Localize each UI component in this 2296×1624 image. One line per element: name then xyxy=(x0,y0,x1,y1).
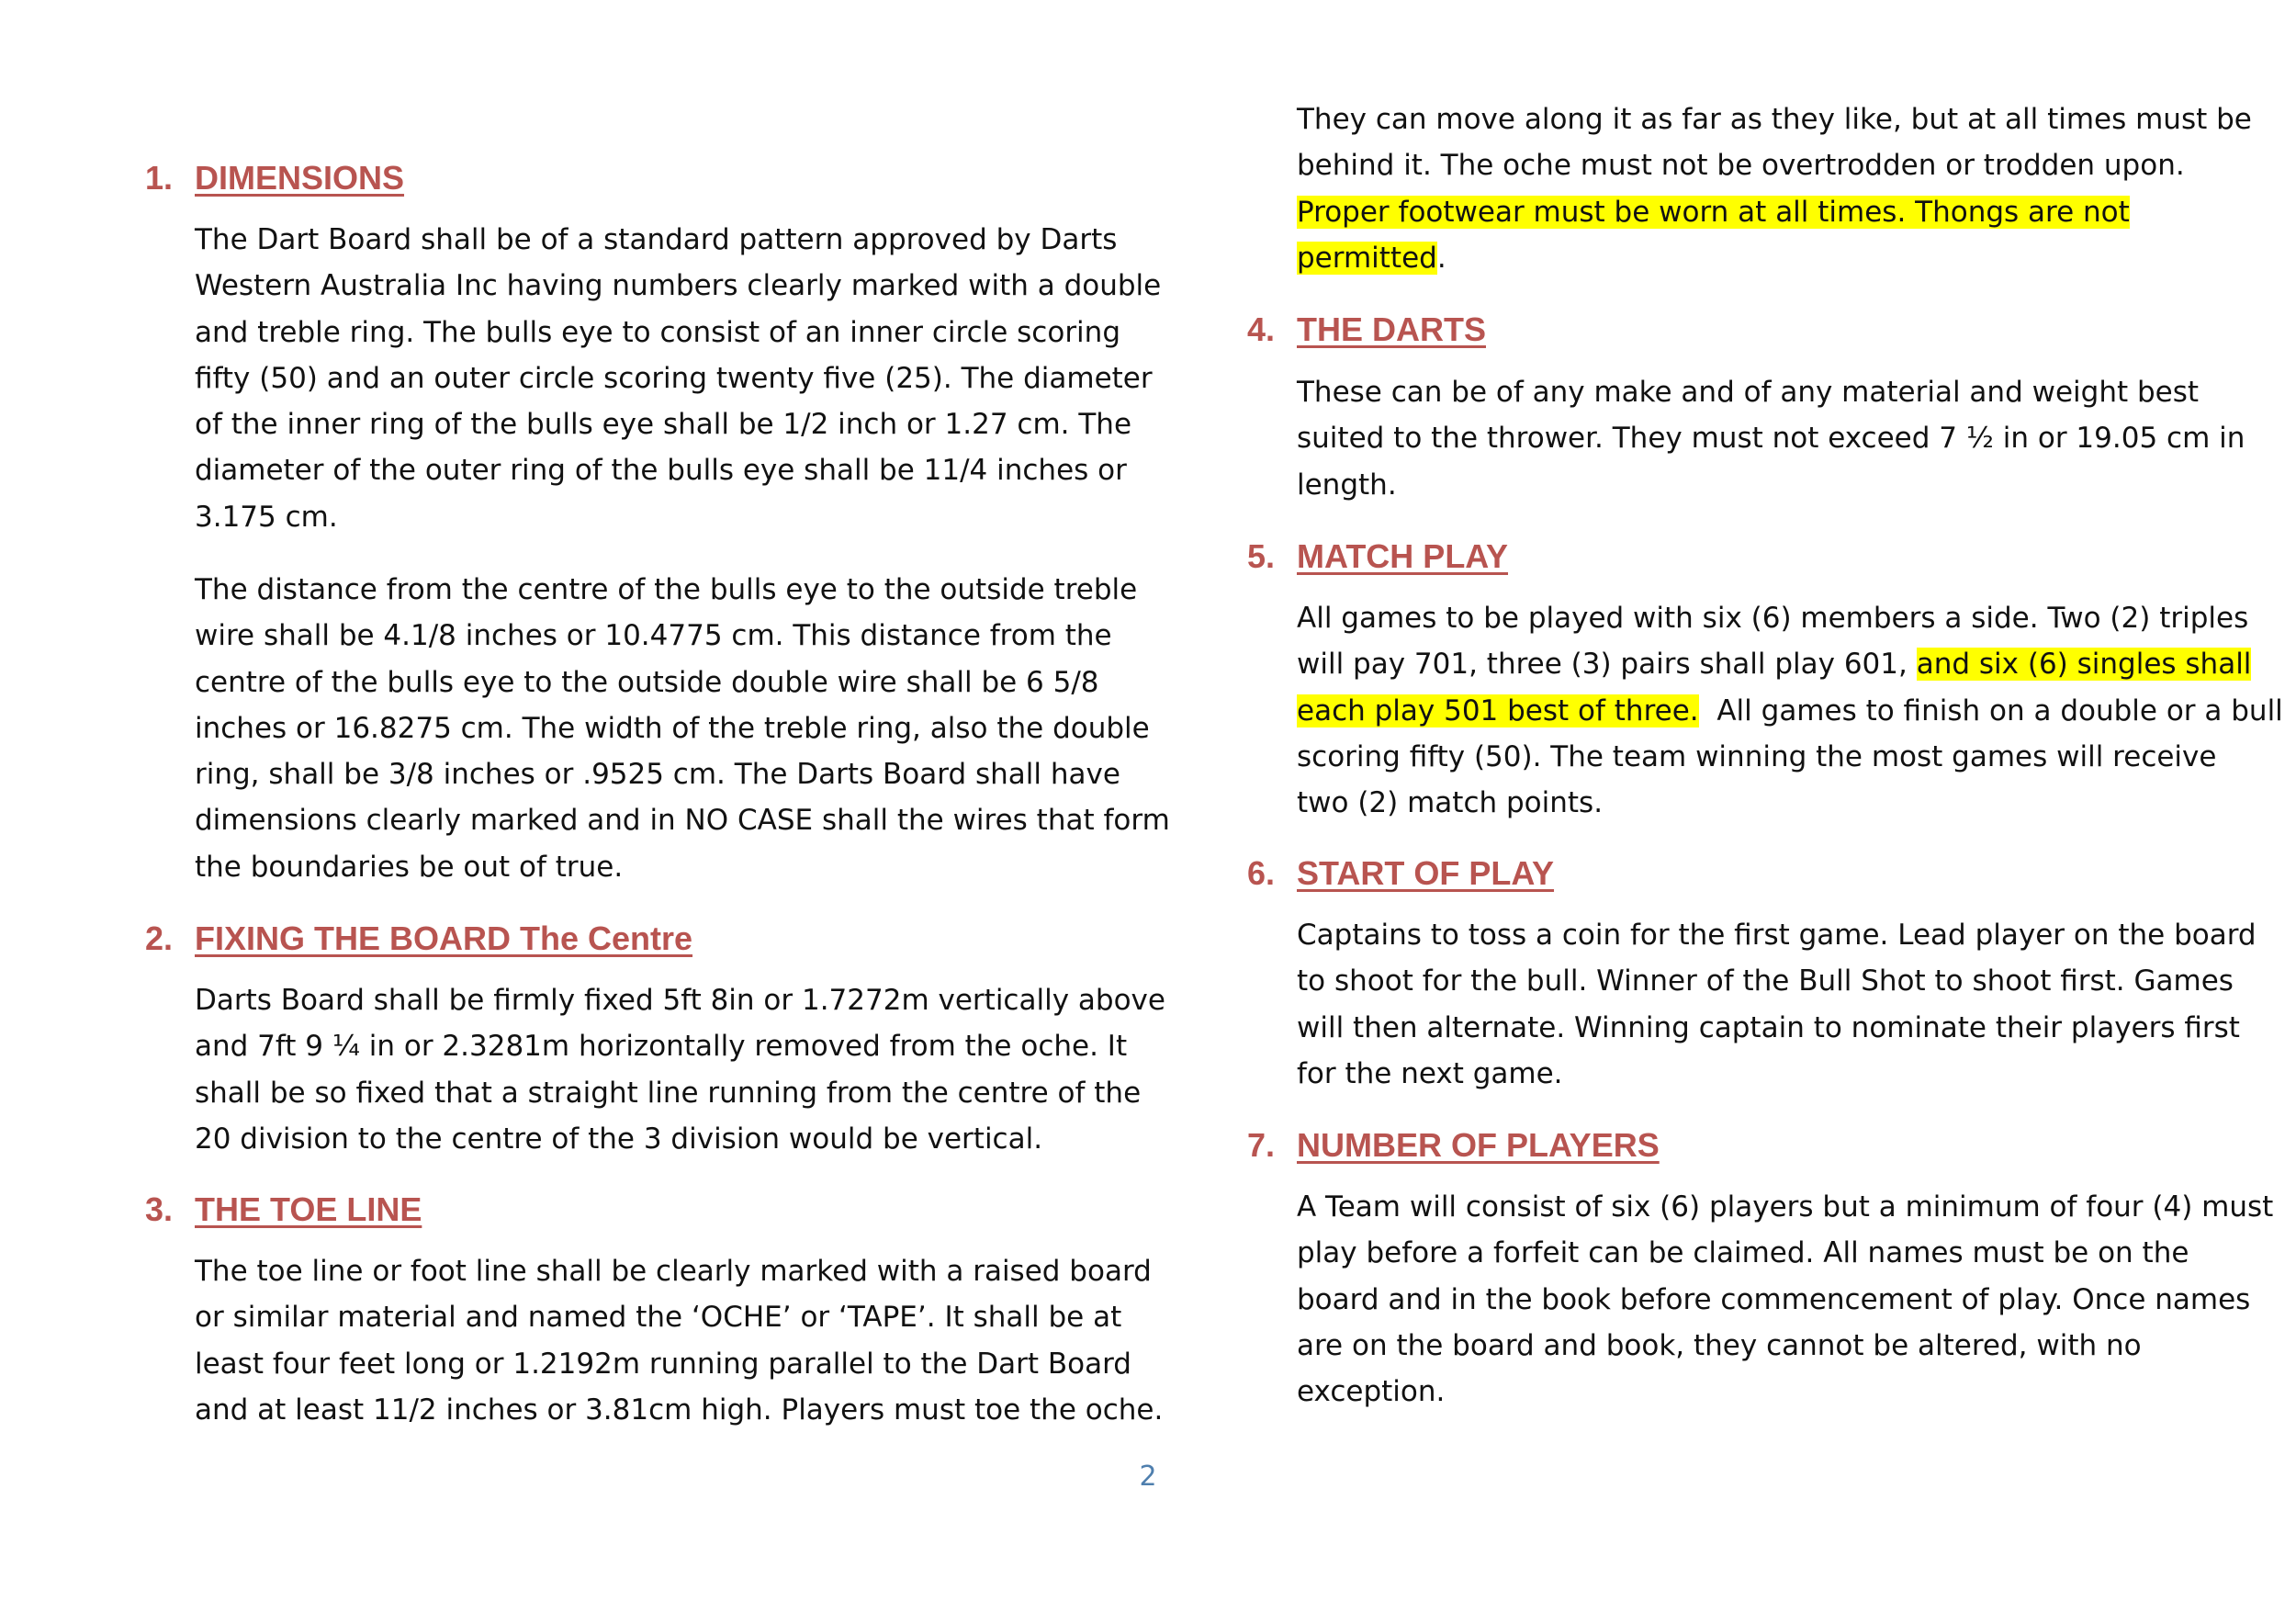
text-line: board and in the book before commencement of play. Once names xyxy=(1297,1282,2251,1316)
dimensions-paragraph-1 xyxy=(195,217,1161,540)
highlighted-text: and six (6) singles shall xyxy=(1916,648,2252,682)
text-line: length. xyxy=(1297,468,1397,502)
match-play-paragraph xyxy=(1297,595,2283,826)
text-line: wire shall be 4.1/8 inches or 10.4775 cm. This distance from the xyxy=(195,619,1112,653)
text-tail: . xyxy=(1436,241,1446,275)
players-paragraph xyxy=(1297,1184,2273,1415)
fixing-paragraph xyxy=(195,977,1165,1162)
section-heading-number-of-players xyxy=(1247,1125,1660,1166)
text-line xyxy=(1297,688,2283,734)
highlighted-text: each play 501 best of three. xyxy=(1297,694,1699,727)
section-title: START OF PLAY xyxy=(1297,854,1555,892)
section-heading-dimensions xyxy=(145,158,404,198)
dimensions-paragraph-2 xyxy=(195,567,1170,890)
text-line: These can be of any make and of any material and weight best xyxy=(1297,376,2200,409)
text-line: least four feet long or 1.2192m running parallel to the Dart Board xyxy=(195,1347,1131,1381)
section-title: MATCH PLAY xyxy=(1297,537,1509,575)
section-number: 5. xyxy=(1247,537,1276,575)
section-number: 3. xyxy=(145,1190,174,1228)
text-line: behind it. The oche must not be overtrodden or trodden upon. xyxy=(1297,149,2185,183)
toe-line-paragraph xyxy=(195,1248,1163,1433)
section-number: 1. xyxy=(145,159,174,197)
text-line: fifty (50) and an outer circle scoring twenty five (25). The diameter xyxy=(195,361,1153,395)
section-title: THE TOE LINE xyxy=(195,1190,422,1228)
text-line: to shoot for the bull. Winner of the Bull Shot to shoot first. Games xyxy=(1297,964,2234,998)
section-number: 6. xyxy=(1247,854,1276,892)
text-line: and at least 11/2 inches or 3.81cm high. Players must toe the oche. xyxy=(195,1393,1164,1427)
text-line: The Dart Board shall be of a standard pattern approved by Darts xyxy=(195,223,1118,256)
section-number: 2. xyxy=(145,919,174,957)
section-heading-toe-line xyxy=(145,1190,422,1230)
text-line: play before a forfeit can be claimed. All names must be on the xyxy=(1297,1236,2189,1270)
text-line: and 7ft 9 ¼ in or 2.3281m horizontally removed from the oche. It xyxy=(195,1030,1128,1064)
text-line: The toe line or foot line shall be clearly marked with a raised board xyxy=(195,1255,1152,1288)
text-line: 3.175 cm. xyxy=(195,500,338,534)
section-number: 7. xyxy=(1247,1126,1276,1164)
section-heading-fixing xyxy=(145,919,692,959)
text-line: dimensions clearly marked and in NO CASE shall the wires that form xyxy=(195,804,1170,838)
toe-line-continued xyxy=(1297,96,2252,281)
text-line: exception. xyxy=(1297,1375,1446,1409)
highlighted-line xyxy=(1297,235,2252,281)
highlighted-line xyxy=(1297,189,2252,235)
text-line: two (2) match points. xyxy=(1297,786,1604,820)
highlighted-text: Proper footwear must be worn at all times. Thongs are not xyxy=(1297,195,2130,229)
text-line: centre of the bulls eye to the outside double wire shall be 6 5/8 xyxy=(195,665,1099,699)
text-line: will then alternate. Winning captain to nominate their players first xyxy=(1297,1010,2240,1044)
text-line: inches or 16.8275 cm. The width of the treble ring, also the double xyxy=(195,711,1150,745)
text-line: A Team will consist of six (6) players but a minimum of four (4) must xyxy=(1297,1190,2274,1224)
text-line: Western Australia Inc having numbers clearly marked with a double xyxy=(195,269,1162,303)
text-line: 20 division to the centre of the 3 division would be vertical. xyxy=(195,1122,1043,1156)
text-line: and treble ring. The bulls eye to consist of an inner circle scoring xyxy=(195,315,1120,349)
text-line: suited to the thrower. They must not exceed 7 ½ in or 19.05 cm in xyxy=(1297,422,2245,456)
text-line: for the next game. xyxy=(1297,1056,1563,1090)
section-title: FIXING THE BOARD The Centre xyxy=(195,919,693,957)
section-heading-start-of-play xyxy=(1247,853,1554,894)
start-of-play-paragraph xyxy=(1297,912,2257,1097)
text-line: or similar material and named the ‘OCHE’ or ‘TAPE’. It shall be at xyxy=(195,1301,1122,1335)
text-line: All games to be played with six (6) members a side. Two (2) triples xyxy=(1297,602,2249,635)
section-title: NUMBER OF PLAYERS xyxy=(1297,1126,1660,1164)
text-line: They can move along it as far as they like, but at all times must be xyxy=(1297,103,2252,136)
text-line: Darts Board shall be firmly fixed 5ft 8in or 1.7272m vertically above xyxy=(195,984,1165,1017)
section-number: 4. xyxy=(1247,310,1276,348)
section-title: THE DARTS xyxy=(1297,310,1486,348)
text-line: The distance from the centre of the bulls eye to the outside treble xyxy=(195,573,1138,606)
section-heading-darts xyxy=(1247,310,1486,350)
text-segment: will pay 701, three (3) pairs shall play 601, xyxy=(1297,648,1917,682)
text-line: scoring fifty (50). The team winning the most games will receive xyxy=(1297,739,2217,773)
text-line: Captains to toss a coin for the first game. Lead player on the board xyxy=(1297,919,2257,952)
text-line: the boundaries be out of true. xyxy=(195,850,624,884)
section-heading-match-play xyxy=(1247,536,1508,577)
text-line xyxy=(1297,641,2283,687)
section-title: DIMENSIONS xyxy=(195,159,405,197)
text-line: diameter of the outer ring of the bulls eye shall be 11/4 inches or xyxy=(195,454,1127,488)
text-line: shall be so fixed that a straight line running from the centre of the xyxy=(195,1076,1142,1110)
text-line: of the inner ring of the bulls eye shall be 1/2 inch or 1.27 cm. The xyxy=(195,408,1132,442)
page-number: 2 xyxy=(1139,1460,1157,1493)
text-line: ring, shall be 3/8 inches or .9525 cm. The Darts Board shall have xyxy=(195,758,1120,792)
highlighted-text: permitted xyxy=(1297,241,1437,275)
darts-paragraph xyxy=(1297,369,2245,508)
text-line: are on the board and book, they cannot be altered, with no xyxy=(1297,1328,2142,1362)
text-segment: All games to finish on a double or a bull xyxy=(1698,694,2283,727)
